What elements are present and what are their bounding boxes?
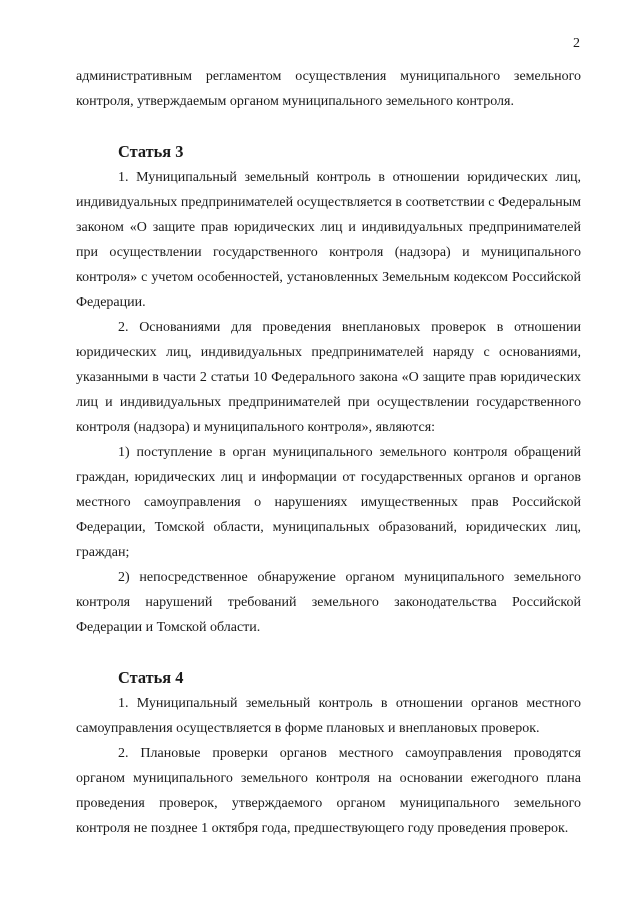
article-3-paragraph-2: 2. Основаниями для проведения внеплановых проверок в отношении юридических лиц, индивидуальных предпринимателей наряду с основаниями, указанными в части 2 статьи 10 Федерального закона «О защите прав юридических лиц и индивидуальных предпринимателей при осуществлении государственного контроля (надзора) и муниципального контроля», являются: xyxy=(76,320,581,435)
article-4-title: Статья 4 xyxy=(118,668,184,687)
article-3-paragraph-1: 1. Муниципальный земельный контроль в отношении юридических лиц, индивидуальных предпринимателей осуществляется в соответствии с Федеральным законом «О защите прав юридических лиц и индивидуальных предпринимателей при осуществлении государственного контроля (надзора) и муниципального контроля» с учетом особенностей, установленных Земельным кодексом Российской Федерации. xyxy=(76,170,581,310)
article-3-list-item-2: 2) непосредственное обнаружение органом муниципального земельного контроля нарушений требований земельного законодательства Российской Федерации и Томской области. xyxy=(76,570,581,635)
spacer xyxy=(76,640,581,665)
article-3-list-item-1: 1) поступление в орган муниципального земельного контроля обращений граждан, юридических лиц и информации от государственных органов и органов местного самоуправления о нарушениях имущественных прав Российской Федерации, Томской области, муниципальных образований, юридических лиц, граждан; xyxy=(76,445,581,560)
article-4-paragraph-2: 2. Плановые проверки органов местного самоуправления проводятся органом муниципального земельного контроля на основании ежегодного плана проведения проверок, утверждаемого органом муниципального земельного контроля не позднее 1 октября года, предшествующего году проведения проверок. xyxy=(76,746,581,836)
intro-paragraph: административным регламентом осуществления муниципального земельного контроля, утверждаемым органом муниципального земельного контроля. xyxy=(76,69,581,109)
article-3 xyxy=(76,139,581,640)
document-body xyxy=(76,64,581,841)
article-3-title: Статья 3 xyxy=(118,142,184,161)
article-4-paragraph-1: 1. Муниципальный земельный контроль в отношении органов местного самоуправления осуществляется в форме плановых и внеплановых проверок. xyxy=(76,696,581,736)
page-number: 2 xyxy=(573,36,580,51)
article-4 xyxy=(76,665,581,841)
spacer xyxy=(76,114,581,139)
